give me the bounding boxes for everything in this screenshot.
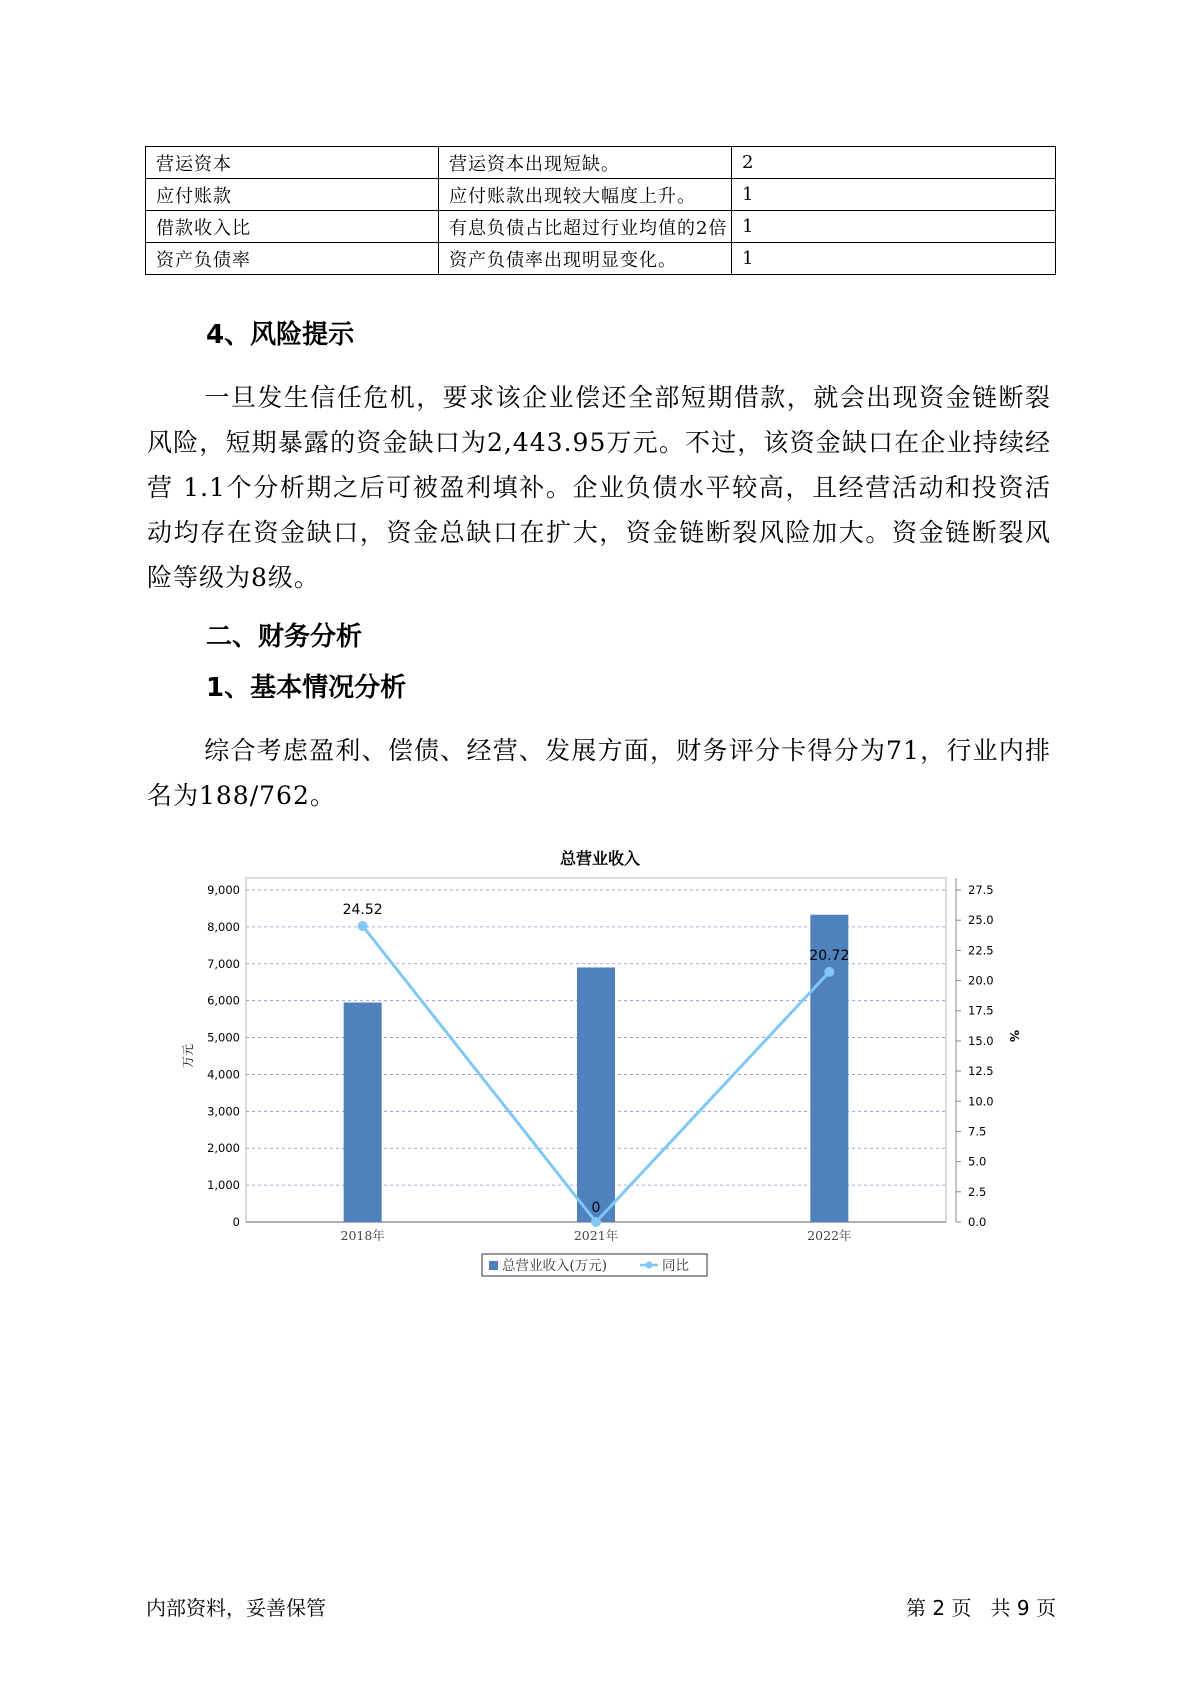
y-tick-label: 8,000 — [207, 919, 240, 934]
table-cell: 借款收入比 — [146, 211, 439, 243]
data-label: 24.52 — [342, 901, 383, 918]
table-cell: 有息负债占比超过行业均值的2倍 — [439, 211, 732, 243]
table-cell: 2 — [732, 147, 1056, 179]
legend-swatch-bar — [489, 1261, 498, 1270]
chart-title: 总营业收入 — [559, 849, 641, 868]
y2-tick-label: 5.0 — [968, 1154, 987, 1169]
data-label: 20.72 — [809, 947, 850, 964]
basic-analysis-text: 综合考虑盈利、偿债、经营、发展方面，财务评分卡得分为71，行业内排名为188/762。 — [147, 736, 1051, 810]
y-tick-label: 0 — [232, 1215, 240, 1229]
financial-analysis-heading: 二、财务分析 — [206, 622, 363, 652]
x-tick-label: 2018年 — [340, 1228, 385, 1243]
risk-warning-heading: 4、风险提示 — [206, 320, 355, 350]
y-tick-label: 7,000 — [207, 956, 240, 971]
table-cell: 资产负债率出现明显变化。 — [439, 243, 732, 275]
y-tick-label: 4,000 — [207, 1067, 240, 1082]
y2-tick-label: 10.0 — [968, 1094, 994, 1109]
yoy-point — [358, 921, 368, 931]
yoy-point — [591, 1217, 601, 1227]
risk-warning-paragraph — [147, 375, 1051, 600]
y-tick-label: 9,000 — [207, 883, 240, 897]
yoy-point — [824, 967, 834, 977]
y-tick-label: 3,000 — [207, 1104, 240, 1119]
legend-label: 同比 — [662, 1258, 689, 1274]
y2-tick-label: 27.5 — [968, 883, 994, 897]
table-cell: 应付账款出现较大幅度上升。 — [439, 179, 732, 211]
y2-axis-label: % — [1007, 1029, 1021, 1043]
data-label: 0 — [591, 1200, 601, 1216]
x-tick-label: 2021年 — [573, 1228, 619, 1243]
table-cell: 1 — [732, 179, 1056, 211]
y2-tick-label: 20.0 — [968, 973, 994, 988]
bar — [344, 1003, 382, 1222]
y2-tick-label: 22.5 — [968, 943, 994, 958]
y-tick-label: 6,000 — [207, 993, 240, 1008]
table-cell: 1 — [732, 243, 1056, 275]
y2-tick-label: 7.5 — [968, 1124, 987, 1139]
risk-indicator-table — [145, 146, 1056, 275]
revenue-chart — [170, 838, 1030, 1308]
table-row — [146, 211, 1056, 243]
y-tick-label: 5,000 — [207, 1030, 240, 1045]
risk-warning-text: 一旦发生信任危机，要求该企业偿还全部短期借款，就会出现资金链断裂风险，短期暴露的资金缺口为2,443.95万元。不过，该资金缺口在企业持续经营 1.1个分析期之后可被盈利填补。企业负债水平较高，且经营活动和投资活动均存在资金缺口，资金总缺口在扩大，资金链断裂风险加大。资金链断裂风险等级为8级。 — [147, 383, 1051, 592]
table-row — [146, 179, 1056, 211]
legend-swatch-point — [646, 1262, 653, 1269]
bar — [577, 967, 615, 1222]
y2-tick-label: 12.5 — [968, 1064, 994, 1079]
y2-tick-label: 2.5 — [968, 1184, 987, 1199]
y-axis-label: 万元 — [181, 1043, 195, 1069]
confidential-note: 内部资料，妥善保管 — [146, 1596, 326, 1620]
y-tick-label: 1,000 — [207, 1178, 240, 1193]
table-cell: 1 — [732, 211, 1056, 243]
table-cell: 营运资本出现短缺。 — [439, 147, 732, 179]
basic-analysis-paragraph — [147, 728, 1051, 818]
page-number: 第 2 页 共 9 页 — [906, 1596, 1056, 1620]
table-cell: 应付账款 — [146, 179, 439, 211]
basic-analysis-heading: 1、基本情况分析 — [206, 673, 407, 703]
legend-label: 总营业收入(万元) — [502, 1258, 608, 1274]
table-row — [146, 243, 1056, 275]
y2-tick-label: 17.5 — [968, 1003, 994, 1018]
table-cell: 营运资本 — [146, 147, 439, 179]
x-tick-label: 2022年 — [807, 1228, 852, 1243]
y2-tick-label: 15.0 — [968, 1033, 994, 1048]
y-tick-label: 2,000 — [207, 1141, 240, 1156]
y2-tick-label: 25.0 — [968, 913, 994, 928]
y2-tick-label: 0.0 — [968, 1215, 987, 1229]
table-cell: 资产负债率 — [146, 243, 439, 275]
table-row — [146, 147, 1056, 179]
